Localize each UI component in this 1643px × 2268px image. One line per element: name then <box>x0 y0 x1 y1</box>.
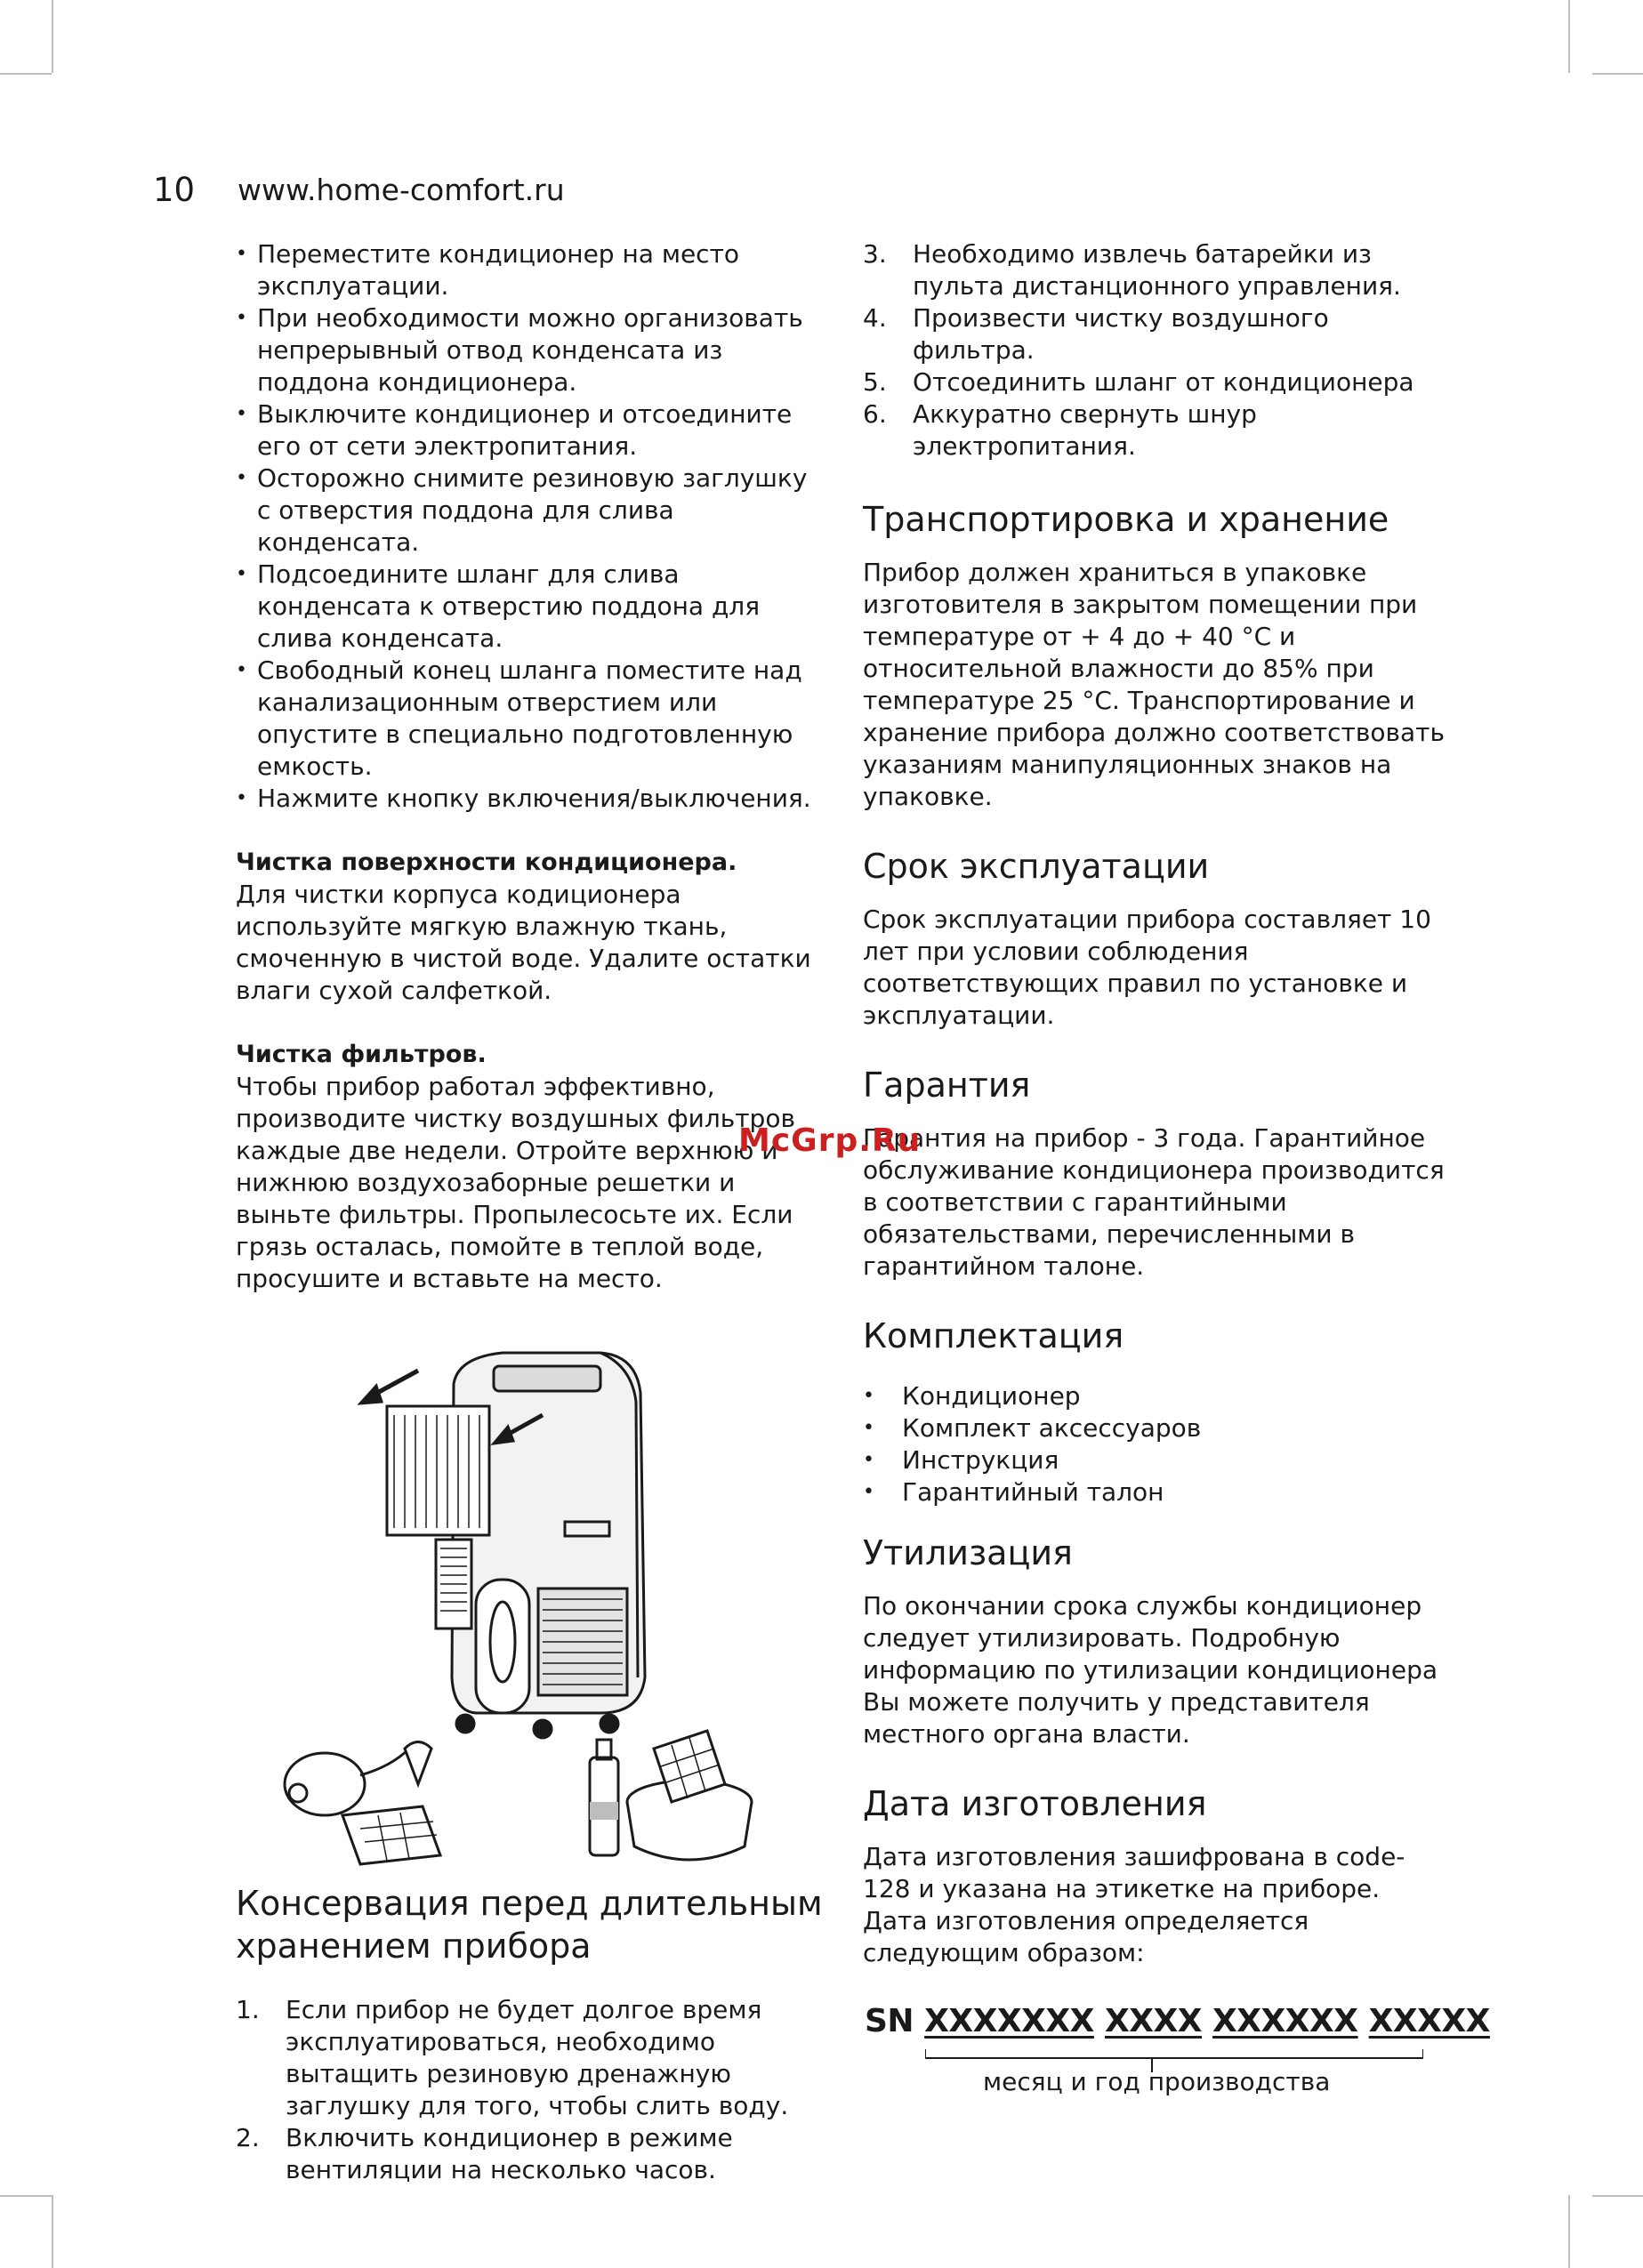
step-text: Если прибор не будет долгое время эксплуатироваться, необходимо вытащить резиновую дренажную заглушку для того, чтобы слить воду. <box>286 1995 789 2120</box>
air-conditioner-illustration <box>236 1322 823 1873</box>
serial-number-code <box>865 2003 1490 2039</box>
list-item: • Нажмите кнопку включения/выключения. <box>236 783 823 815</box>
list-item: • При необходимости можно организовать непрерывный отвод конденсата из поддона кондиционера. <box>236 302 823 398</box>
step-text: Необходимо извлечь батарейки из пульта дистанционного управления. <box>913 239 1401 301</box>
conservation-heading: Консервация перед длительным хранением прибора <box>236 1884 823 1966</box>
list-item <box>863 238 1448 302</box>
filter-cleaning-title: Чистка фильтров. <box>236 1041 487 1068</box>
step-number: 3. <box>863 239 887 269</box>
conservation-steps-continued <box>863 238 1448 462</box>
step-number: 1. <box>236 1995 260 2024</box>
list-item <box>236 1994 823 2122</box>
list-item: • Комплект аксессуаров <box>863 1413 1202 1443</box>
filter-cleaning-illustration <box>236 1322 823 1873</box>
site-url[interactable]: www.home-comfort.ru <box>238 172 565 207</box>
right-column <box>863 238 1490 2110</box>
kit-item: Гарантийный талон <box>902 1477 1164 1507</box>
lifetime-heading: Срок эксплуатации <box>863 847 1210 886</box>
sn-group: XXXXXX <box>1212 2003 1358 2039</box>
crop-mark <box>1592 2195 1643 2197</box>
kit-item: Инструкция <box>902 1445 1059 1475</box>
list-item: • Подсоедините шланг для слива конденсата к отверстию поддона для слива конденсата. <box>236 559 823 655</box>
disposal-heading: Утилизация <box>863 1533 1073 1572</box>
transport-heading: Транспортировка и хранение <box>863 500 1389 539</box>
page-number: 10 <box>153 170 196 209</box>
step-number: 5. <box>863 367 887 397</box>
step-number: 2. <box>236 2123 260 2152</box>
crop-mark <box>1568 0 1570 73</box>
sn-group: XXXXX <box>1368 2003 1490 2039</box>
step-number: 6. <box>863 399 887 429</box>
crop-mark <box>1568 2195 1570 2268</box>
list-item <box>863 302 1448 366</box>
manufacture-date-text: Дата изготовления зашифрована в code-128 и указана на этикетке на приборе. Дата изготовления определяется следующим образом: <box>863 1842 1405 1967</box>
list-item <box>236 2122 823 2186</box>
instruction-bullets <box>236 238 823 815</box>
list-item: • Переместите кондиционер на место эксплуатации. <box>236 238 823 302</box>
surface-cleaning-text: Для чистки корпуса кодиционера используйте мягкую влажную ткань, смоченную в чистой воде. Удалите остатки влаги сухой салфеткой. <box>236 880 811 1005</box>
kit-list <box>863 1380 1448 1508</box>
page-header <box>153 167 565 212</box>
kit-heading: Комплектация <box>863 1316 1124 1355</box>
crop-mark <box>0 73 52 75</box>
list-item <box>863 398 1448 462</box>
step-text: Аккуратно свернуть шнур электропитания. <box>913 399 1257 461</box>
kit-item: Кондиционер <box>902 1381 1081 1411</box>
list-item: • Выключите кондиционер и отсоедините его от сети электропитания. <box>236 398 823 462</box>
list-item <box>863 366 1448 398</box>
list-item: • Гарантийный талон <box>863 1477 1164 1507</box>
step-text: Включить кондиционер в режиме вентиляции на несколько часов. <box>286 2123 733 2184</box>
watermark: McGrp.Ru <box>738 1122 922 1159</box>
filter-cleaning-text: Чтобы прибор работал эффективно, производите чистку воздушных фильтров каждые две недели. Отройте верхнюю и нижнюю воздухозаборные решетки и выньте фильтры. Пропылесосьте их. Если грязь осталась, помойте в теплой воде, просушите и вставьте на место. <box>236 1072 795 1293</box>
crop-mark <box>0 2195 52 2197</box>
step-text: Отсоединить шланг от кондиционера <box>913 367 1414 397</box>
crop-mark <box>52 0 53 73</box>
list-item: • Инструкция <box>863 1445 1059 1475</box>
left-column <box>236 238 823 2186</box>
warranty-heading: Гарантия <box>863 1066 1031 1105</box>
sn-group: XXXXXXX <box>924 2003 1094 2039</box>
crop-mark <box>52 2195 53 2268</box>
list-item: • Кондиционер <box>863 1381 1081 1411</box>
disposal-text: По окончании срока службы кондиционер следует утилизировать. Подробную информацию по утилизации кондиционера Вы можете получить у представителя местного органа власти. <box>863 1591 1438 1749</box>
transport-text: Прибор должен храниться в упаковке изготовителя в закрытом помещении при температуре от + 4 до + 40 °С и относительной влажности до 85% при температуре 25 °С. Транспортирование и хранение прибора должно соответствовать указаниям манипуляционных знаков на упаковке. <box>863 558 1445 811</box>
manufacture-date-heading: Дата изготовления <box>863 1784 1207 1823</box>
warranty-text: Гарантия на прибор - 3 года. Гарантийное обслуживание кондиционера производится в соответствии с гарантийными обязательствами, перечисленными в гарантийном талоне. <box>863 1123 1445 1281</box>
step-text: Произвести чистку воздушного фильтра. <box>913 303 1329 365</box>
serial-number-diagram <box>863 2003 1490 2110</box>
step-number: 4. <box>863 303 887 333</box>
sn-group: XXXX <box>1104 2003 1202 2039</box>
list-item: • Свободный конец шланга поместите над канализационным отверстием или опустите в специально подготовленную емкость. <box>236 655 823 783</box>
sn-prefix: SN <box>865 2003 914 2039</box>
lifetime-text: Срок эксплуатации прибора составляет 10 лет при условии соблюдения соответствующих правил по установке и эксплуатации. <box>863 905 1431 1030</box>
surface-cleaning-title: Чистка поверхности кондиционера. <box>236 848 737 876</box>
kit-item: Комплект аксессуаров <box>902 1413 1202 1443</box>
crop-mark <box>1592 73 1643 75</box>
conservation-steps <box>236 1994 823 2186</box>
sn-caption: месяц и год производства <box>983 2067 1331 2096</box>
list-item: • Осторожно снимите резиновую заглушку с отверстия поддона для слива конденсата. <box>236 462 823 559</box>
